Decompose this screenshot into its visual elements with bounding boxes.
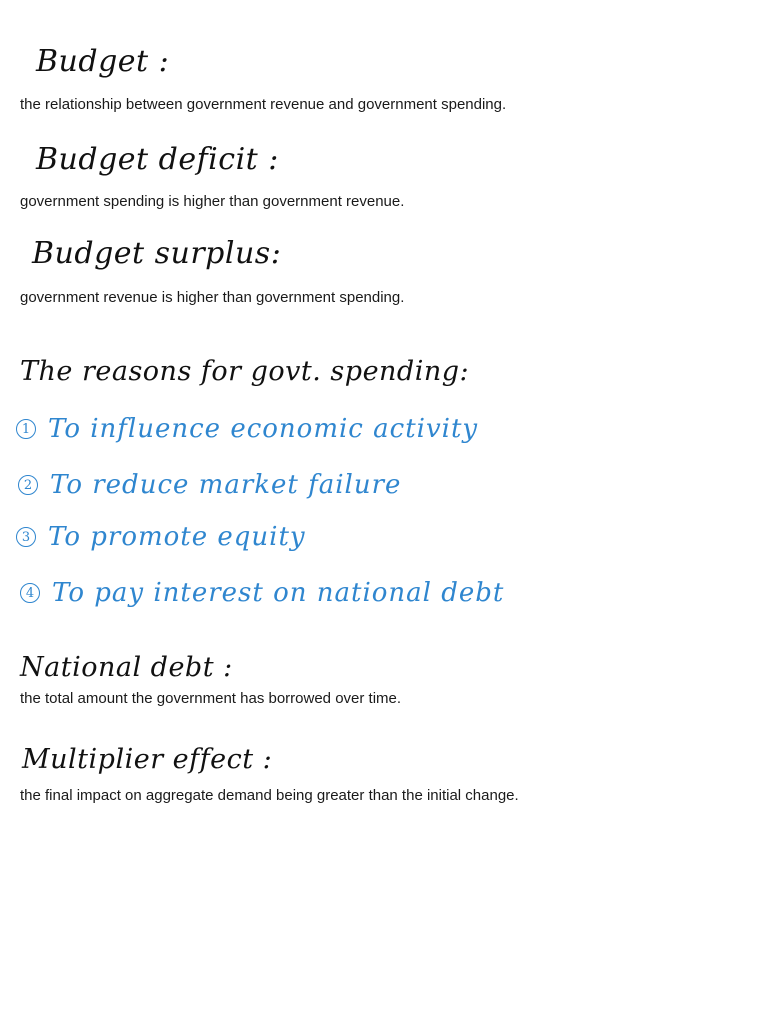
number-2-circle-icon: 2 [18,475,38,495]
multiplier-effect-definition: the final impact on aggregate demand being greater than the initial change. [20,787,519,804]
multiplier-effect-heading: Multiplier effect : [22,744,273,775]
reason-item [16,522,306,552]
budget-definition: the relationship between government revenue and government spending. [20,96,507,113]
reason-item [20,578,504,608]
number-3-circle-icon: 3 [16,527,36,547]
budget-deficit-definition: government spending is higher than government revenue. [20,193,405,210]
reason-text: To pay interest on national debt [52,578,505,608]
budget-deficit-heading: Budget deficit : [36,142,279,177]
reason-text: To reduce market failure [50,470,402,500]
budget-heading: Budget : [36,44,170,79]
budget-surplus-heading: Budget surplus: [32,236,282,271]
budget-surplus-definition: government revenue is higher than government spending. [20,289,405,306]
number-4-circle-icon: 4 [20,583,40,603]
reasons-heading: The reasons for govt. spending: [20,356,470,387]
national-debt-heading: National debt : [20,652,233,683]
number-1-circle-icon: 1 [16,419,36,439]
reason-item [16,414,478,444]
national-debt-definition: the total amount the government has borrowed over time. [20,690,402,707]
reason-text: To influence economic activity [48,414,479,444]
reason-item [18,470,401,500]
reason-text: To promote equity [48,522,306,552]
